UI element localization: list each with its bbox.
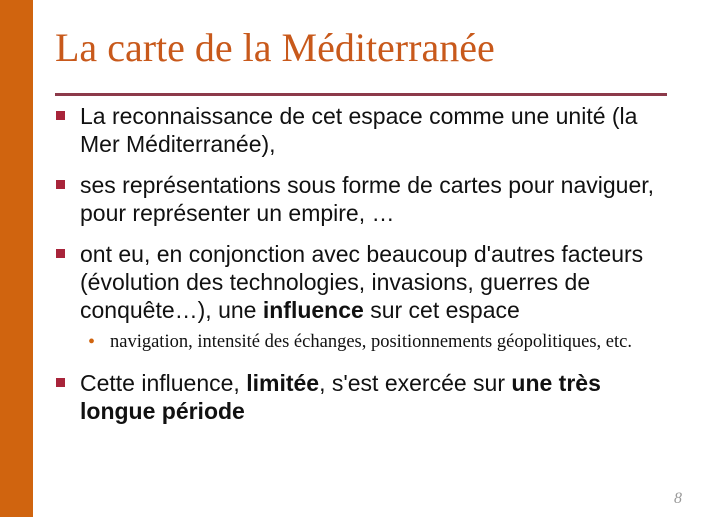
bullet-item-4 [55, 369, 655, 425]
bullet-item-2 [55, 171, 655, 227]
bullet-bold-word: limitée [246, 370, 320, 396]
round-bullet-icon: • [88, 331, 96, 353]
bullet-text-middle: , s'est exercée sur [319, 370, 512, 396]
slide-content [55, 102, 655, 438]
bullet-text-end: sur cet espace [363, 297, 520, 323]
sub-bullet-text: navigation, intensité des échanges, positionnements géopolitiques, etc. [110, 332, 632, 352]
sub-bullet-item [55, 331, 655, 353]
bullet-item-1 [55, 102, 655, 158]
page-number: 8 [674, 490, 682, 507]
bullet-text-start: ont eu, en conjonction avec beaucoup d'autres facteurs (évolution des technologies, invasions, guerres de conquête…), une [80, 241, 644, 323]
bullet-text: ses représentations sous forme de cartes pour naviguer, pour représenter un empire, … [80, 172, 655, 226]
square-bullet-icon [56, 180, 65, 189]
slide-title: La carte de la Méditerranée [55, 25, 495, 70]
left-accent-bar [0, 0, 33, 517]
square-bullet-icon [56, 378, 65, 387]
bullet-text: La reconnaissance de cet espace comme une unité (la Mer Méditerranée), [80, 103, 638, 157]
square-bullet-icon [56, 249, 65, 258]
bullet-bold-phrase: une très longue période [80, 370, 601, 424]
bullet-item-3 [55, 240, 655, 324]
bullet-text-start: Cette influence, [80, 370, 247, 396]
bullet-bold-word: influence [262, 297, 364, 323]
square-bullet-icon [56, 111, 65, 120]
title-divider [55, 93, 667, 96]
